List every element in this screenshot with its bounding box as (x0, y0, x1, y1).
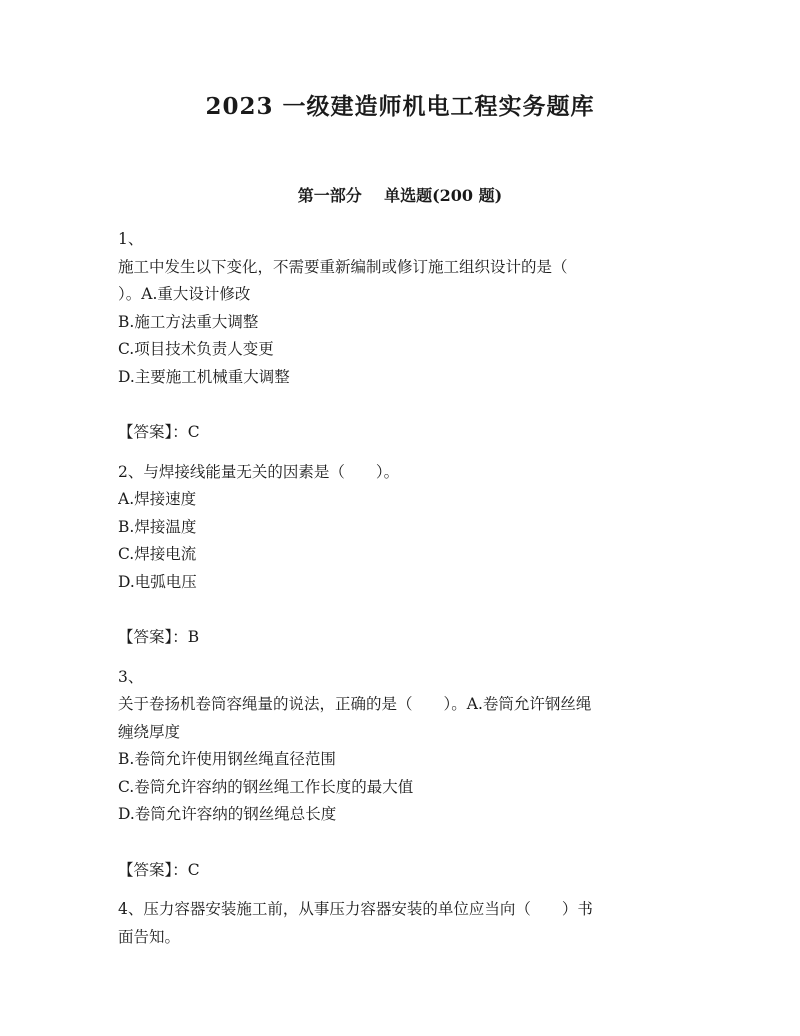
question-item (118, 226, 688, 447)
answer-line: 【答案】：C (118, 860, 200, 879)
question-option: B.施工方法重大调整 (118, 312, 259, 331)
question-item (118, 459, 688, 652)
question-item (118, 664, 688, 885)
question-option: B.焊接温度 (118, 517, 197, 536)
answer-line: 【答案】：B (118, 628, 200, 646)
question-option: A.焊接速度 (118, 490, 197, 508)
question-option: C.项目技术负责人变更 (118, 340, 274, 358)
answer-line: 【答案】：C (118, 423, 200, 441)
question-option: D.卷筒允许容纳的钢丝绳总长度 (118, 805, 337, 823)
page-title: 2023 一级建造师机电工程实务题库 (205, 93, 595, 120)
section-title: 第一部分 单选题(200 题) (297, 186, 503, 205)
question-option: D.电弧电压 (118, 572, 197, 591)
question-stem: 施工中发生以下变化，不需要重新编制或修订施工组织设计的是（ (118, 257, 568, 276)
question-number: 1、 (118, 230, 144, 248)
question-item (118, 896, 688, 951)
question-stem: 面告知。 (118, 927, 181, 946)
question-stem: 关于卷扬机卷筒容绳量的说法，正确的是（ ）。A.卷筒允许钢丝绳 (118, 695, 592, 713)
question-option: B.卷筒允许使用钢丝绳直径范围 (118, 750, 336, 768)
question-option: C.焊接电流 (118, 545, 197, 563)
question-option: D.主要施工机械重大调整 (118, 367, 290, 386)
question-option: ）。A.重大设计修改 (118, 285, 251, 303)
question-stem: 2、与焊接线能量无关的因素是（ ）。 (118, 462, 400, 481)
question-stem: 缠绕厚度 (118, 722, 181, 741)
question-number: 3、 (118, 667, 144, 686)
question-stem: 4、压力容器安装施工前，从事压力容器安装的单位应当向（ ）书 (118, 900, 593, 918)
question-list (118, 226, 688, 951)
question-option: C.卷筒允许容纳的钢丝绳工作长度的最大值 (118, 777, 414, 796)
